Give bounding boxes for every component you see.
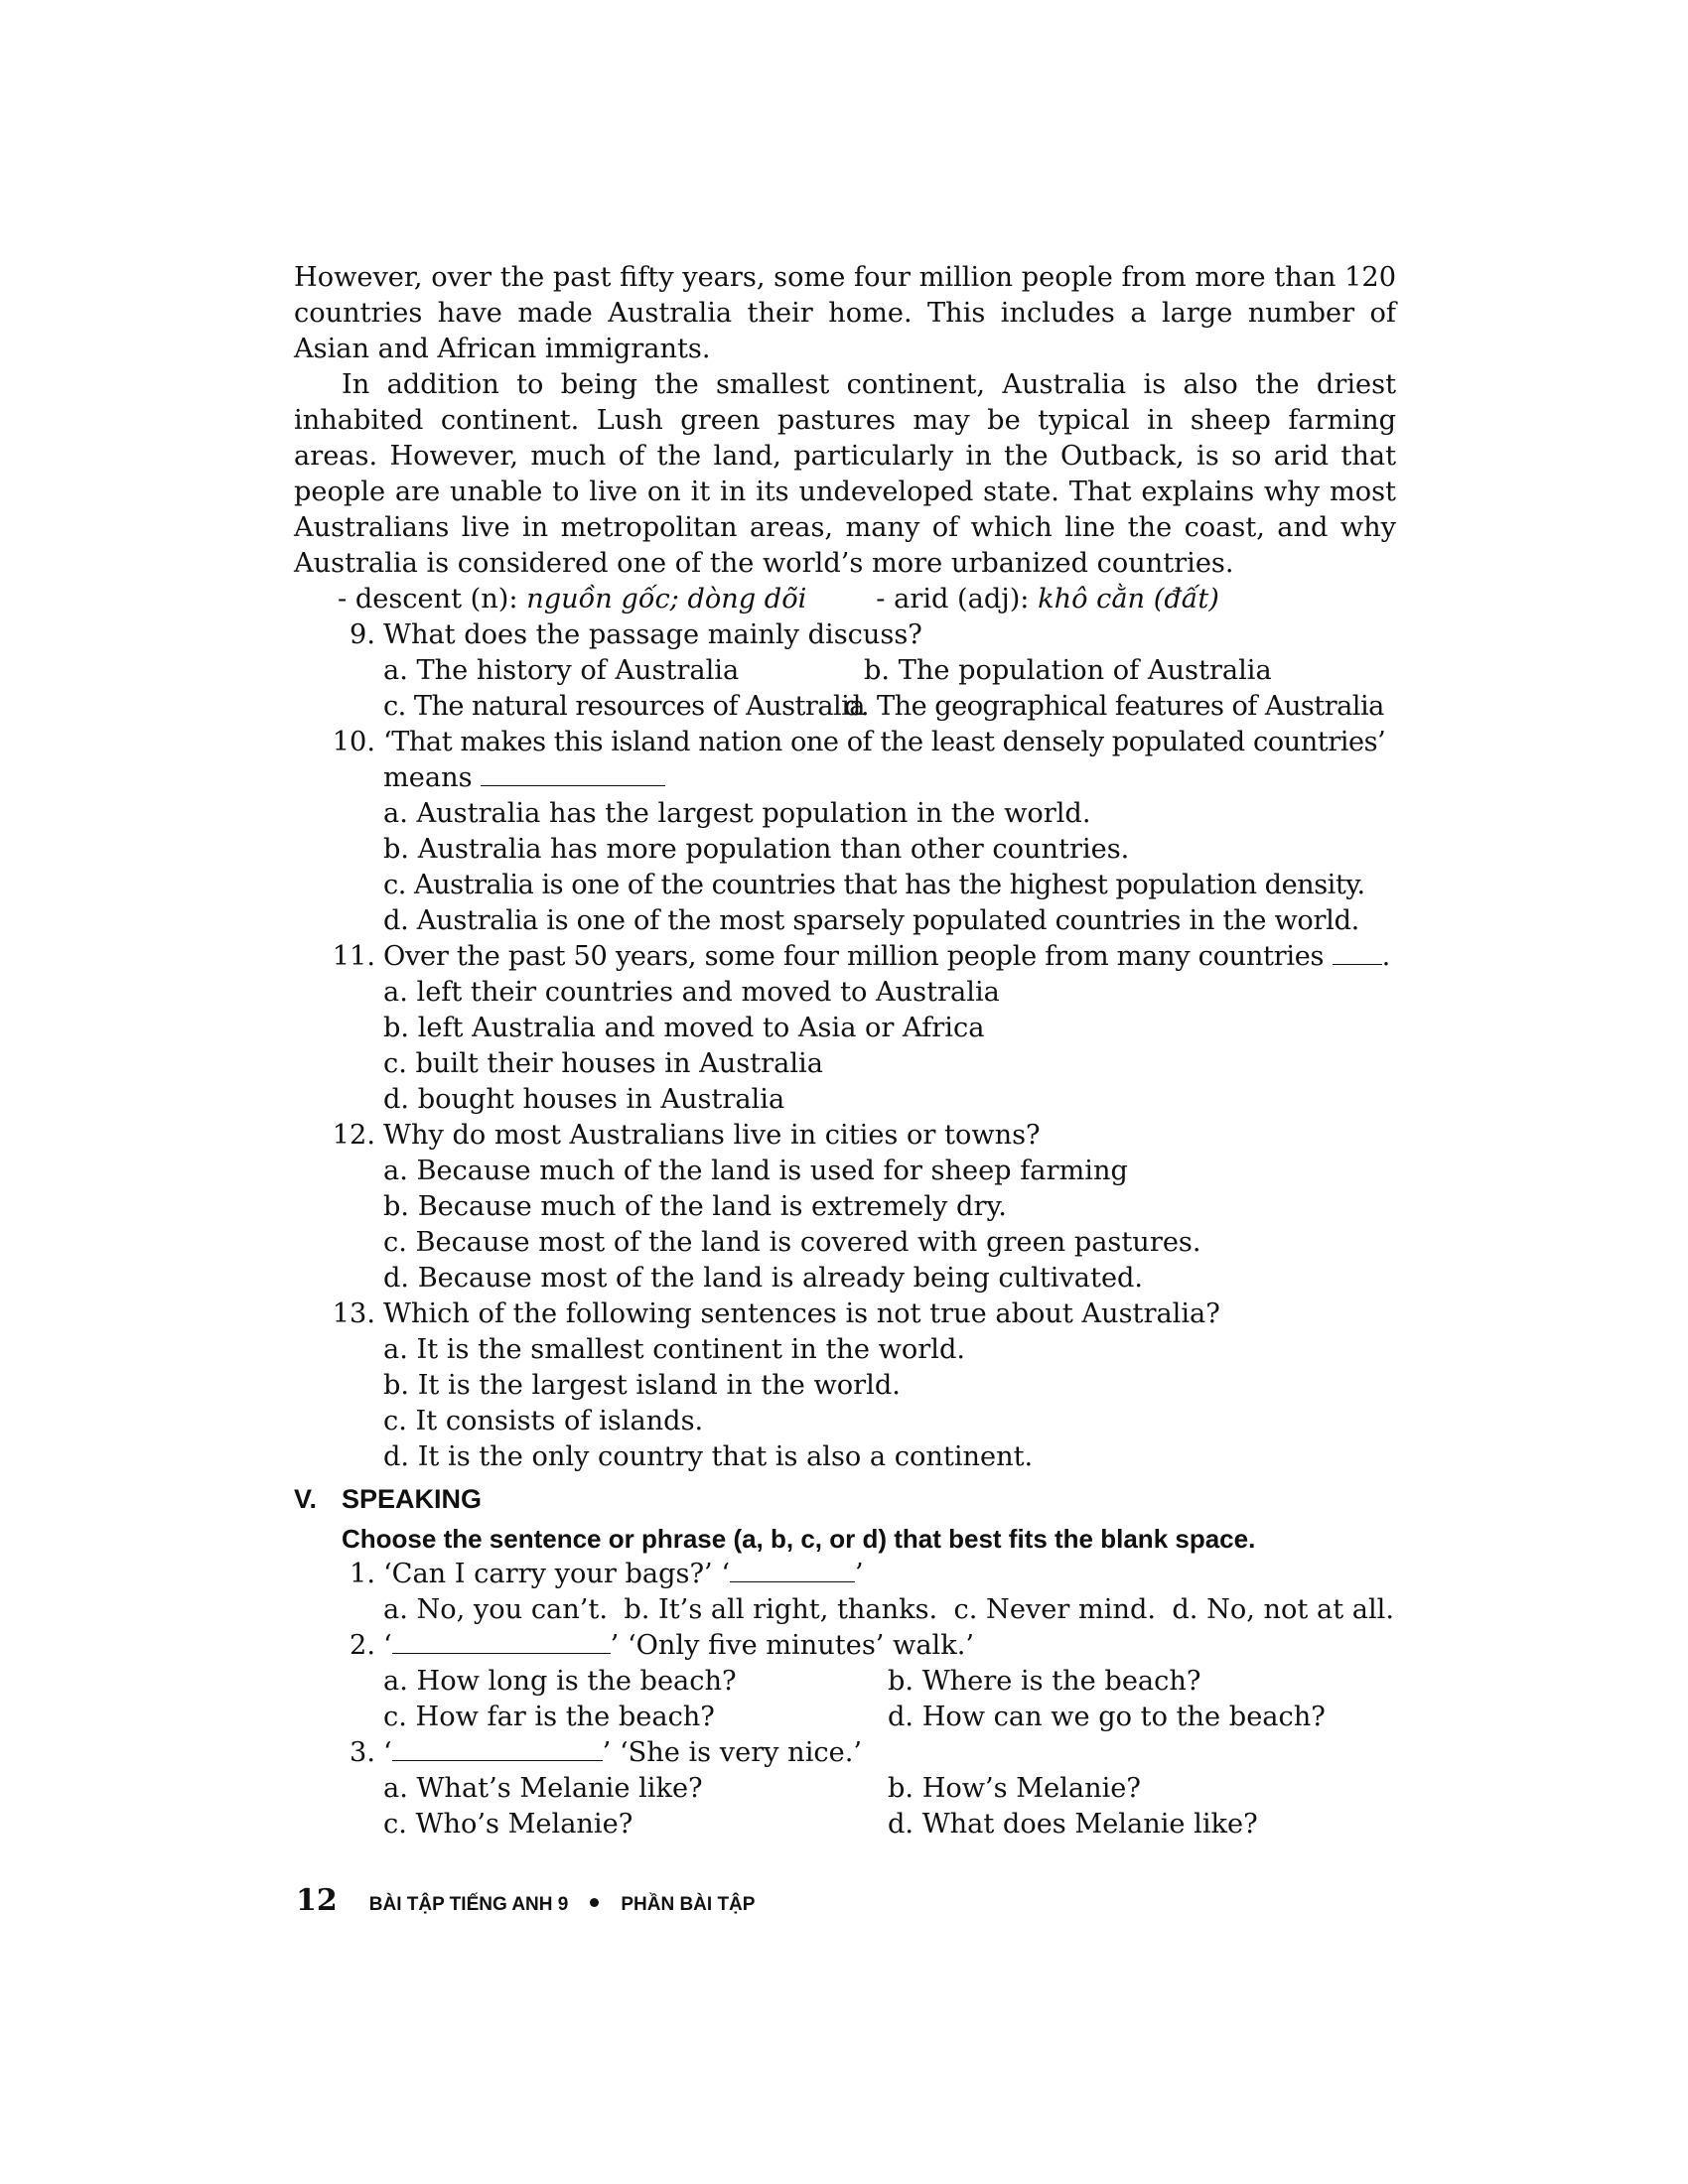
option-d: d. Australia is one of the most sparsely populated countries in the world. <box>383 905 1360 936</box>
passage-paragraph-1: However, over the past fifty years, some four million people from more than 120 countries have made Australia their home. This includes a large number of Asian and African immigrants. <box>294 262 1396 364</box>
question-10-options <box>294 796 1396 939</box>
question-number: 13. <box>332 1298 375 1329</box>
option-c: c. The natural resources of Australia <box>383 691 865 722</box>
prompt-text: ‘Can I carry your bags?’ ‘ <box>383 1559 730 1589</box>
item-number: 3. <box>350 1737 375 1768</box>
answer-blank <box>481 761 665 786</box>
speaking-item-1-options <box>294 1592 1396 1628</box>
answer-blank <box>730 1558 855 1582</box>
question-10 <box>294 725 1396 796</box>
option-b: b. Where is the beach? <box>888 1666 1201 1697</box>
glossary-def-descent: nguồn gốc; dòng dõi <box>526 584 807 614</box>
option-a: a. Australia has the largest population in the world. <box>383 798 1091 829</box>
question-number: 11. <box>332 941 375 972</box>
option-b: b. The population of Australia <box>864 655 1272 686</box>
question-number: 9. <box>350 619 375 650</box>
option-a: a. The history of Australia <box>383 655 740 686</box>
answer-blank <box>1333 940 1382 965</box>
option-c: c. built their houses in Australia <box>383 1048 823 1079</box>
item-number: 1. <box>350 1559 375 1589</box>
answer-blank <box>392 1629 611 1654</box>
speaking-item-2 <box>294 1628 1396 1664</box>
glossary-term-arid: - arid (adj): <box>876 584 1039 614</box>
glossary-line <box>338 582 1396 617</box>
book-part: PHẦN BÀI TẬP <box>621 1894 756 1915</box>
question-9 <box>294 617 1396 653</box>
book-title: BÀI TẬP TIẾNG ANH 9 <box>368 1894 569 1915</box>
question-text: What does the passage mainly discuss? <box>383 619 922 650</box>
option-a: a. What’s Melanie like? <box>383 1773 703 1804</box>
section-number: V. <box>294 1484 318 1514</box>
section-title: SPEAKING <box>342 1484 483 1514</box>
option-c: c. Because most of the land is covered with green pastures. <box>383 1227 1201 1258</box>
option-a: a. Because much of the land is used for sheep farming <box>383 1156 1128 1186</box>
prompt-text-end: ’ ‘She is very nice.’ <box>602 1737 862 1768</box>
item-number: 2. <box>350 1630 375 1661</box>
option-c: c. It consists of islands. <box>383 1406 704 1436</box>
page-number: 12 <box>296 1883 338 1918</box>
prompt-text-end: ’ ‘Only five minutes’ walk.’ <box>610 1630 974 1661</box>
option-a: a. How long is the beach? <box>383 1666 737 1697</box>
question-12-options <box>294 1154 1396 1297</box>
option-d: d. It is the only country that is also a continent. <box>383 1441 1034 1472</box>
section-heading-speaking <box>294 1481 1396 1521</box>
option-d: d. How can we go to the beach? <box>888 1702 1326 1732</box>
glossary-term-descent: - descent (n): <box>338 584 527 614</box>
section-instruction: Choose the sentence or phrase (a, b, c, or d) that best fits the blank space. <box>342 1524 1256 1554</box>
speaking-item-2-options <box>294 1664 1396 1735</box>
option-b: b. How’s Melanie? <box>888 1773 1141 1804</box>
option-c: c. Who’s Melanie? <box>383 1809 633 1840</box>
prompt-text: ‘ <box>383 1737 392 1768</box>
prompt-text-end: ’ <box>854 1559 864 1589</box>
question-number: 12. <box>332 1120 375 1151</box>
page-footer <box>296 1883 755 1918</box>
option-c: c. Australia is one of the countries that has the highest population density. <box>383 870 1365 900</box>
question-text: ‘That makes this island nation one of the least densely populated countries’ <box>383 727 1386 757</box>
option-d: d. Because most of the land is already being cultivated. <box>383 1263 1144 1294</box>
option-b: b. It is the largest island in the world. <box>383 1370 901 1401</box>
option-c: c. Never mind. <box>953 1594 1157 1625</box>
speaking-item-1 <box>294 1557 1396 1592</box>
option-b: b. Because much of the land is extremely dry. <box>383 1191 1007 1222</box>
option-b: b. left Australia and moved to Asia or Africa <box>383 1013 985 1043</box>
question-text: Why do most Australians live in cities or towns? <box>383 1120 1041 1151</box>
option-d: d. bought houses in Australia <box>383 1084 785 1115</box>
bullet-icon <box>590 1898 599 1907</box>
question-text: Over the past 50 years, some four million people from many countries <box>383 941 1325 972</box>
option-b: b. Australia has more population than other countries. <box>383 834 1130 865</box>
option-d: d. The geographical features of Australia <box>844 691 1384 722</box>
question-13 <box>294 1297 1396 1332</box>
question-11-options <box>294 975 1396 1118</box>
option-d: d. No, not at all. <box>1172 1594 1394 1625</box>
answer-blank <box>392 1736 603 1761</box>
question-11: 11. Over the past 50 years, some four million people from many countries . <box>294 939 1396 975</box>
question-number: 10. <box>332 727 375 757</box>
option-a: a. left their countries and moved to Australia <box>383 977 1000 1008</box>
speaking-item-3 <box>294 1735 1396 1771</box>
question-9-options <box>294 653 1396 725</box>
option-a: a. It is the smallest continent in the world. <box>383 1334 965 1365</box>
question-text: Which of the following sentences is not true about Australia? <box>383 1298 1220 1329</box>
passage-paragraph-2: In addition to being the smallest continent, Australia is also the driest inhabited continent. Lush green pastures may be typical in sheep farming areas. However, much of the land, particularly in the Outback, is so arid that people are unable to live on it in its undeveloped state. That explains why most Australians live in metropolitan areas, many of which line the coast, and why Australia is considered one of the world’s more urbanized countries. <box>294 369 1396 579</box>
glossary-def-arid: khô cằn (đất) <box>1038 584 1219 614</box>
option-b: b. It’s all right, thanks. <box>624 1594 938 1625</box>
option-a: a. No, you can’t. <box>383 1594 608 1625</box>
prompt-text: ‘ <box>383 1630 392 1661</box>
question-12 <box>294 1118 1396 1154</box>
question-text-cont: means <box>383 762 473 793</box>
option-c: c. How far is the beach? <box>383 1702 715 1732</box>
page-content <box>294 260 1396 1843</box>
speaking-item-3-options <box>294 1771 1396 1843</box>
question-13-options <box>294 1332 1396 1475</box>
option-d: d. What does Melanie like? <box>888 1809 1258 1840</box>
